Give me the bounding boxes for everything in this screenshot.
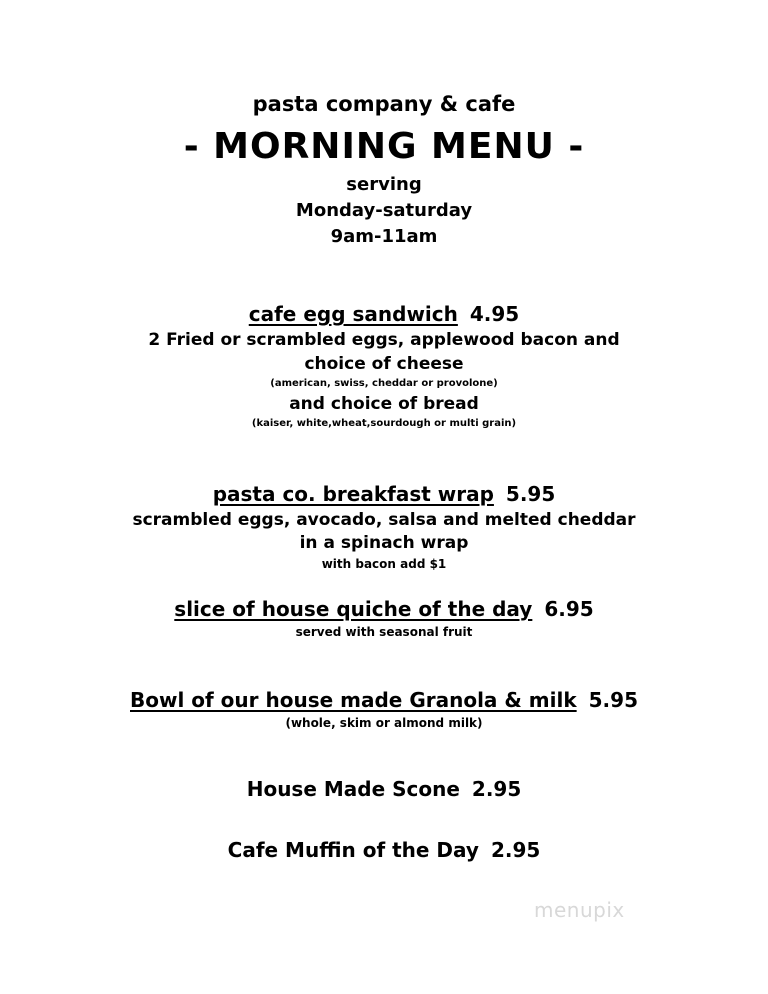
- item-price: 4.95: [469, 302, 520, 326]
- item-note: (american, swiss, cheddar or provolone): [270, 378, 498, 389]
- serving-label: serving: [346, 174, 422, 195]
- item-price: 2.95: [490, 838, 541, 862]
- item-note: served with seasonal fruit: [295, 625, 473, 639]
- item-description: in a spinach wrap: [299, 533, 469, 553]
- item-price: 5.95: [505, 482, 556, 506]
- menupix-watermark: menupix: [534, 898, 625, 922]
- item-price: 2.95: [471, 777, 522, 801]
- item-price: 6.95: [544, 597, 594, 621]
- item-note: with bacon add $1: [321, 557, 447, 571]
- menu-title: - MORNING MENU -: [183, 126, 585, 167]
- item-note: (kaiser, white,wheat,sourdough or multi grain): [251, 418, 517, 429]
- item-name: cafe egg sandwich: [248, 302, 458, 326]
- item-note: (whole, skim or almond milk): [285, 716, 483, 730]
- item-name: slice of house quiche of the day: [174, 597, 533, 621]
- item-name: Cafe Muffin of the Day: [227, 838, 479, 862]
- item-price: 5.95: [588, 688, 638, 712]
- item-name: Bowl of our house made Granola & milk: [130, 688, 577, 712]
- company-name: pasta company & cafe: [252, 92, 516, 116]
- item-description: choice of cheese: [304, 354, 464, 374]
- serving-days: Monday-saturday: [295, 200, 473, 221]
- item-name: House Made Scone: [246, 777, 460, 801]
- item-name: pasta co. breakfast wrap: [212, 482, 494, 506]
- item-description: and choice of bread: [289, 394, 479, 414]
- item-description: scrambled eggs, avocado, salsa and melted cheddar: [132, 510, 636, 530]
- serving-hours: 9am-11am: [330, 226, 438, 247]
- item-description: 2 Fried or scrambled eggs, applewood bacon and: [148, 330, 620, 350]
